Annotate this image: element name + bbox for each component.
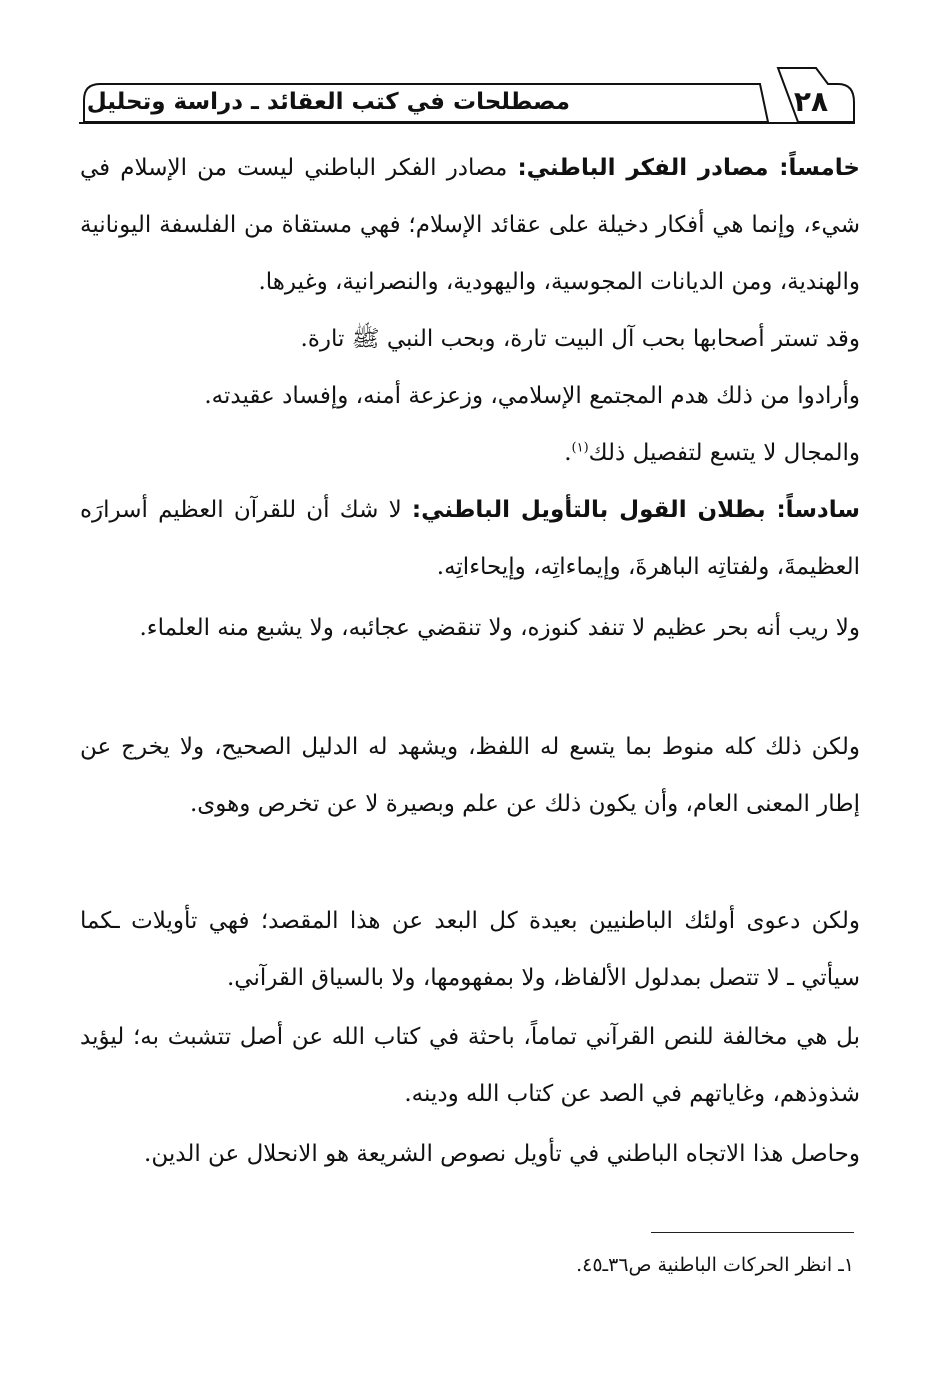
paragraph-text: وقد تستر أصحابها بحب آل البيت تارة، وبحب النبي ﷺ تارة. [300,326,860,352]
section-heading-6: سادساً: بطلان القول بالتأويل الباطني: [411,497,860,523]
paragraph-7 [80,719,860,833]
paragraph-10 [80,1126,860,1183]
section-heading-5: خامساً: مصادر الفكر الباطني: [517,155,860,181]
paragraph-text: وحاصل هذا الاتجاه الباطني في تأويل نصوص الشريعة هو الانحلال عن الدين. [144,1141,860,1167]
paragraph-4 [80,425,860,482]
paragraph-text: وأرادوا من ذلك هدم المجتمع الإسلامي، وزعزعة أمنه، وإفساد عقيدته. [204,383,860,409]
paragraph-text: ولكن دعوى أولئك الباطنيين بعيدة كل البعد عن هذا المقصد؛ فهي تأويلات ـكما سيأتي ـ لا تتصل بمدلول الألفاظ، ولا بمفهومها، ولا بالسياق القرآني. [80,908,860,991]
paragraph-text: والمجال لا يتسع لتفصيل ذلك [588,440,860,466]
paragraph-2 [80,311,860,368]
paragraph-end: . [564,440,572,466]
page-header [78,60,856,124]
paragraph-5 [80,482,860,596]
paragraph-text: مصادر الفكر الباطني ليست من الإسلام في شيء، وإنما هي أفكار دخيلة على عقائد الإسلام؛ فهي مستقاة من الفلسفة اليونانية والهندية، ومن الديانات المجوسية، واليهودية، والنصرانية، وغيرها. [80,155,860,295]
paragraph-text: بل هي مخالفة للنص القرآني تماماً، باحثة في كتاب الله عن أصل تتشبث به؛ ليؤيد شذوذهم، وغاياتهم في الصد عن كتاب الله ودينه. [80,1024,860,1107]
paragraph-1 [80,140,860,311]
running-title: مصطلحات في كتب العقائد ـ دراسة وتحليل [86,89,570,115]
page-number: ٢٨ [793,85,829,118]
footnote-marker: (١) [571,440,589,456]
paragraph-text: لا شك أن للقرآن العظيم أسرارَه العظيمةَ، ولفتاتِه الباهرةَ، وإيماءاتِه، وإيحاءاتِه. [80,497,860,580]
paragraph-text: ولا ريب أنه بحر عظيم لا تنفد كنوزه، ولا تنقضي عجائبه، ولا يشبع منه العلماء. [139,615,860,641]
paragraph-3 [80,368,860,425]
paragraph-9 [80,1009,860,1123]
footnote-divider [651,1232,854,1233]
paragraph-text: ولكن ذلك كله منوط بما يتسع له اللفظ، ويشهد له الدليل الصحيح، ولا يخرج عن إطار المعنى العام، وأن يكون ذلك عن علم وبصيرة لا عن تخرص وهوى. [80,734,860,817]
footnote: ١ـ انظر الحركات الباطنية ص٣٦ـ٤٥. [576,1254,854,1276]
paragraph-8 [80,893,860,1007]
paragraph-6 [80,600,860,657]
